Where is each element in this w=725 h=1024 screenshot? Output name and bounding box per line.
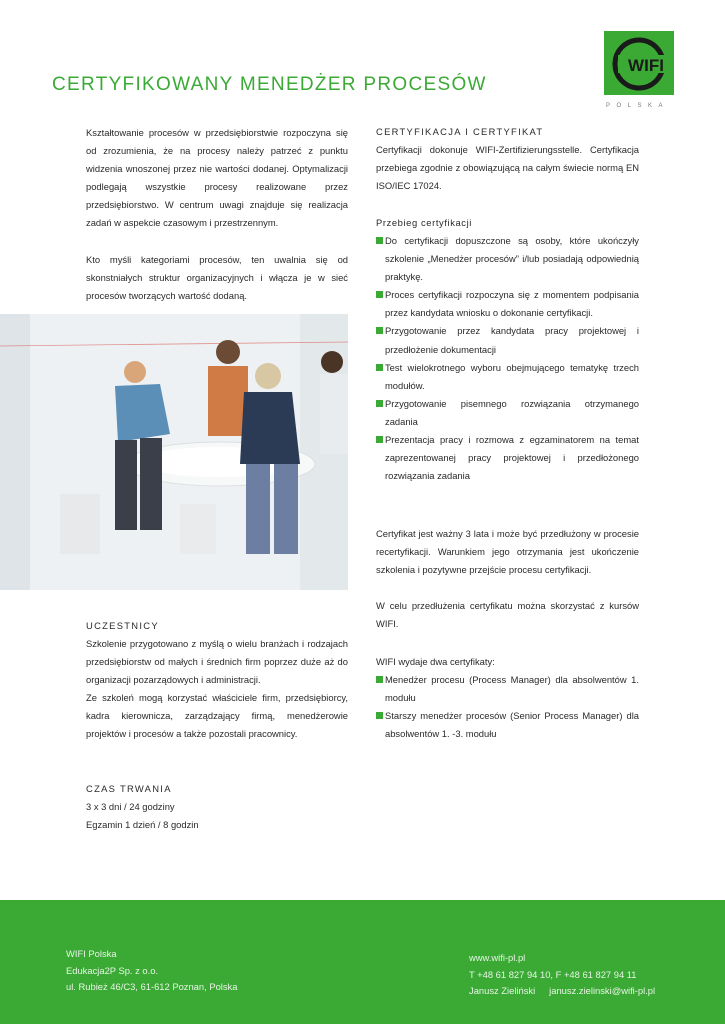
team-photo <box>0 314 348 590</box>
list-item: Do certyfikacji dopuszczone są osoby, które ukończyły szkolenie „Menedżer procesów” i/lub posiadają odpowiednią praktykę. <box>376 232 639 286</box>
participants-paragraph-1: Szkolenie przygotowano z myślą o wielu branżach i rodzajach przedsiębiorstw od małych i średnich firm poprzez duże aż do organizacji pozarządowych i administracji. <box>86 638 348 686</box>
bullet-square-icon <box>376 364 383 371</box>
wifi-logo <box>604 31 674 113</box>
list-item: Test wielokrotnego wyboru obejmującego tematykę trzech modułów. <box>376 359 639 395</box>
process-list <box>376 232 639 485</box>
footer-contact-email[interactable]: janusz.zielinski@wifi-pl.pl <box>549 985 656 996</box>
footer-website-link[interactable]: www.wifi-pl.pl <box>469 952 526 963</box>
footer-contact-info <box>469 950 655 1000</box>
issues-paragraph: WIFI wydaje dwa certyfikaty: <box>376 656 495 667</box>
duration-line-1: 3 x 3 dni / 24 godziny <box>86 801 175 812</box>
validity-paragraph: Certyfikat jest ważny 3 lata i może być przedłużony w procesie recertyfikacji. Warunkiem jego otrzymania jest ukończenie szkolenia i pozytywne przejście procesu certyfikacji. <box>376 528 639 576</box>
process-heading: Przebieg certyfikacji <box>376 217 472 228</box>
intro-paragraph-2: Kto myśli kategoriami procesów, ten uwalnia się od skonstniałych struktur organizacyjnych i włącza je w sieć procesów tworzących wartość dodaną. <box>86 254 348 302</box>
intro-paragraph-1: Kształtowanie procesów w przedsiębiorstwie rozpoczyna się od zrozumienia, że na procesy należy patrzeć z punktu widzenia wnoszonej przez nie wartości dodanej. Optymalizacji podlegają wszystkie procesy realizowane przez przedsiębiorstwo. W centrum uwagi znajduje się realizacja zadań w aspekcie czasowym i przestrzennym. <box>86 127 348 229</box>
footer-company-info <box>66 946 237 996</box>
list-item: Przygotowanie pisemnego rozwiązania otrzymanego zadania <box>376 395 639 431</box>
renewal-paragraph: W celu przedłużenia certyfikatu można skorzystać z kursów WIFI. <box>376 600 639 630</box>
logo-mark-icon <box>604 31 674 95</box>
footer-phones: T +48 61 827 94 10, F +48 61 827 94 11 <box>469 968 637 980</box>
bullet-square-icon <box>376 400 383 407</box>
participants-paragraph-2: Ze szkoleń mogą korzystać właściciele firm, przedsiębiorcy, kadra kierownicza, zarządzający firmą, menedżerowie projektów i procesów a także pozostali pracownicy. <box>86 692 348 740</box>
list-item: Starszy menedżer procesów (Senior Process Manager) dla absolwentów 1. -3. modułu <box>376 707 639 743</box>
page-title: CERTYFIKOWANY MENEDŻER PROCESÓW <box>52 74 487 95</box>
footer-address: ul. Rubież 46/C3, 61-612 Poznan, Polska <box>66 981 238 992</box>
footer-company-legal: Edukacja2P Sp. z o.o. <box>66 964 159 976</box>
footer-contact-name: Janusz Zieliński <box>469 985 536 996</box>
list-item: Przygotowanie przez kandydata pracy projektowej i przedłożenie dokumentacji <box>376 322 639 358</box>
duration-line-2: Egzamin 1 dzień / 8 godzin <box>86 819 199 830</box>
logo-subtitle: POLSKA <box>606 103 670 109</box>
certification-paragraph: Certyfikacji dokonuje WIFI-Zertifizierungsstelle. Certyfikacja przebiega zgodnie z obowiązującą na całym świecie normą EN ISO/IEC 17024. <box>376 144 639 192</box>
duration-heading: CZAS TRWANIA <box>86 783 172 794</box>
footer-company-name: WIFI Polska <box>66 948 117 959</box>
list-item: Prezentacja pracy i rozmowa z egzaminatorem na temat zaprezentowanej pracy projektowej i przedłożonego rozwiązania zadania <box>376 431 639 485</box>
team-photo-illustration <box>0 314 348 590</box>
bullet-square-icon <box>376 676 383 683</box>
bullet-square-icon <box>376 327 383 334</box>
footer-contact-row <box>469 983 655 1000</box>
bullet-square-icon <box>376 712 383 719</box>
logo-text: WIFI <box>628 56 664 75</box>
bullet-square-icon <box>376 291 383 298</box>
bullet-square-icon <box>376 436 383 443</box>
bullet-square-icon <box>376 237 383 244</box>
list-item: Proces certyfikacji rozpoczyna się z momentem podpisania przez kandydata wniosku o dokonanie certyfikacji. <box>376 286 639 322</box>
certificates-list <box>376 671 639 743</box>
list-item: Menedżer procesu (Process Manager) dla absolwentów 1. modułu <box>376 671 639 707</box>
participants-heading: UCZESTNICY <box>86 620 159 631</box>
certification-heading: CERTYFIKACJA I CERTYFIKAT <box>376 126 544 137</box>
